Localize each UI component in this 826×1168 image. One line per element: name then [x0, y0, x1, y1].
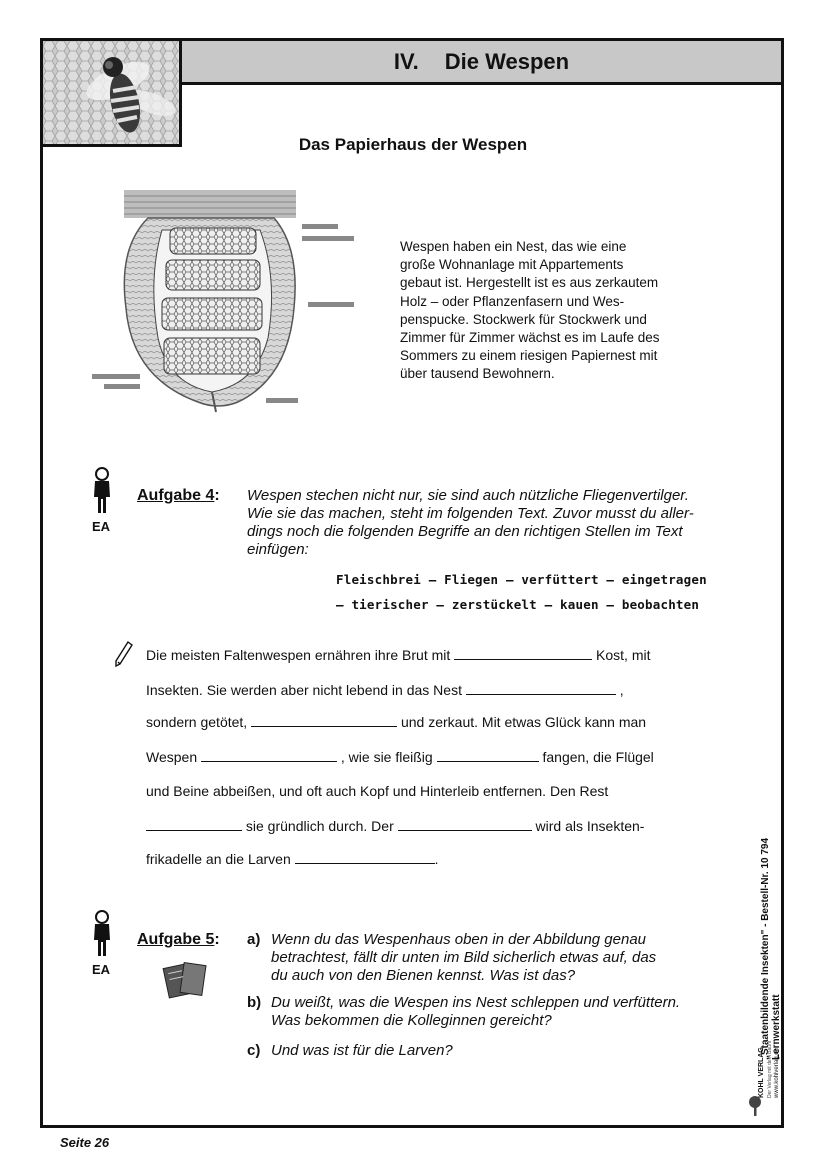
intro-line: Holz – oder Pflanzenfasern und Wes- [400, 293, 625, 309]
blank-field[interactable] [437, 749, 539, 762]
student-icon [91, 910, 113, 958]
cloze-text: Kost, mit [592, 647, 651, 663]
sidebar-line2: „Staatenbildende Insekten" - Bestell-Nr. 10 794 [760, 837, 771, 1060]
blank-field[interactable] [146, 818, 242, 831]
task5-label [137, 931, 220, 949]
word-bank-line: Fleischbrei – Fliegen – verfüttert – eingetragen [336, 572, 707, 587]
cloze-line [146, 682, 624, 698]
cloze-text: . [434, 851, 439, 867]
question-line: Du weißt, was die Wespen ins Nest schleppen und verfüttern. [271, 994, 681, 1011]
cloze-text: Die meisten Faltenwespen ernähren ihre Brut mit [146, 647, 455, 663]
word-bank-line: – tierischer – zerstückelt – kauen – beobachten [336, 597, 700, 612]
task4-line: einfügen: [247, 541, 309, 558]
cloze-text: Wespen [146, 749, 201, 765]
cloze-line [146, 851, 439, 867]
task4-line: Wespen stechen nicht nur, sie sind auch nützliche Fliegenvertilger. [247, 487, 689, 504]
cloze-line [146, 647, 651, 663]
task5-label-text: Aufgabe 5 [137, 931, 215, 948]
question-label: a) [247, 931, 261, 948]
blank-field[interactable] [295, 851, 435, 864]
task5-colon: : [214, 931, 220, 948]
work-mode-badge: EA [92, 519, 111, 534]
chapter-title: Die Wespen [444, 48, 570, 74]
wasp-nest-illustration [88, 188, 358, 420]
intro-line: Wespen haben ein Nest, das wie eine [400, 239, 627, 254]
work-mode-badge: EA [92, 962, 111, 977]
books-icon [160, 958, 210, 1000]
blank-field[interactable] [466, 682, 616, 695]
question-line: betrachtest, fällt dir unten im Bild sicherlich etwas auf, das [271, 949, 657, 966]
task4-colon: : [214, 487, 220, 504]
tree-logo-icon [749, 1096, 761, 1116]
cloze-text: frikadelle an die Larven [146, 851, 295, 867]
intro-line: gebaut ist. Hergestellt ist es aus zerkautem [400, 275, 659, 291]
intro-line: penspucke. Stockwerk für Stockwerk und [400, 311, 647, 327]
sidebar-line1: Lernwerkstatt [771, 994, 782, 1060]
blank-field[interactable] [201, 749, 337, 762]
question-line: Wenn du das Wespenhaus oben in der Abbildung genau [271, 931, 647, 948]
cloze-line [146, 818, 644, 834]
intro-line: große Wohnanlage mit Appartements [400, 257, 624, 273]
task4-line: dings noch die folgenden Begriffe an den richtigen Stellen im Text [247, 523, 683, 540]
cloze-text: Insekten. Sie werden aber nicht lebend in das Nest [146, 682, 466, 698]
task4-label [137, 487, 220, 505]
cloze-line [146, 749, 654, 765]
cloze-line [146, 714, 646, 730]
publisher-tagline: Der Verlag mit dem Baum [767, 1040, 773, 1098]
cloze-text: sie gründlich durch. Der [242, 818, 398, 834]
student-icon [91, 467, 113, 515]
publisher-url: www.kohlverlag.de [774, 1047, 780, 1098]
page-title-bar [182, 41, 781, 85]
cloze-text: , wie sie fleißig [337, 749, 437, 765]
cloze-text: und zerkaut. Mit etwas Glück kann man [397, 714, 647, 730]
question-line: du auch von den Bienen kennst. Was ist das? [271, 967, 576, 984]
question-line: Was bekommen die Kolleginnen gereicht? [271, 1012, 552, 1029]
question-line: Und was ist für die Larven? [271, 1042, 453, 1059]
blank-field[interactable] [251, 714, 397, 727]
cloze-text: sondern getötet, [146, 714, 252, 730]
question-label: b) [247, 994, 262, 1011]
question-label: c) [247, 1042, 261, 1059]
pencil-icon [112, 640, 134, 670]
cloze-line: und Beine abbeißen, und oft auch Kopf und Hinterleib entfernen. Den Rest [146, 783, 609, 799]
cloze-text: fangen, die Flügel [538, 749, 654, 765]
task4-line: Wie sie das machen, steht im folgenden Text. Zuvor musst du aller- [247, 505, 694, 522]
task4-instructions [247, 487, 727, 559]
publisher-name: KOHL VERLAG [758, 1047, 765, 1098]
cloze-text: , [615, 682, 624, 698]
chapter-number: IV. [393, 48, 419, 74]
blank-field[interactable] [398, 818, 532, 831]
publisher-sidebar [745, 790, 785, 1120]
intro-line: über tausend Bewohnern. [400, 366, 555, 382]
cloze-text: wird als Insekten- [531, 818, 645, 834]
wasp-photo [43, 41, 182, 147]
page-number: Seite 26 [60, 1135, 110, 1150]
intro-paragraph [400, 238, 720, 384]
blank-field[interactable] [454, 647, 592, 660]
intro-line: Sommers zu einem riesigen Papiernest mit [400, 348, 658, 364]
intro-line: Zimmer für Zimmer wächst es im Laufe des [400, 330, 660, 346]
task4-label-text: Aufgabe 4 [137, 487, 215, 504]
section-title: Das Papierhaus der Wespen [298, 135, 528, 154]
